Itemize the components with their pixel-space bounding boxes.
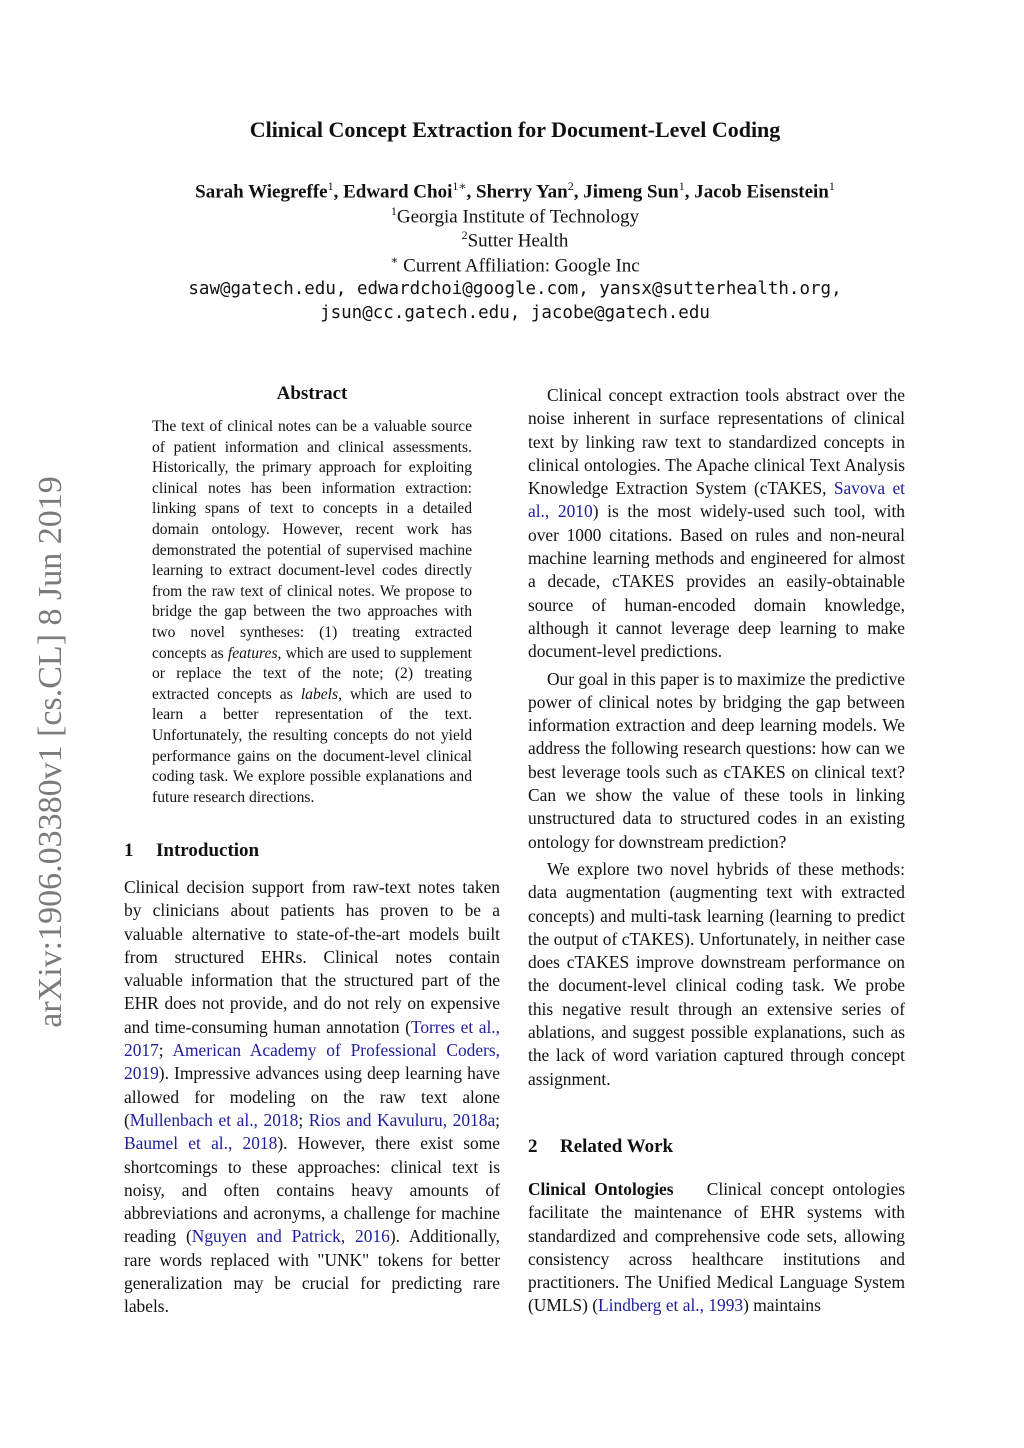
citation-link[interactable]: Baumel et al., 2018 bbox=[124, 1133, 278, 1154]
citation-link[interactable]: Torres et al., 2017 bbox=[124, 1016, 500, 1061]
body-text: Clinical decision support from raw-text notes taken by clinicians about patients has proven to be a valuable alternative to state-of-the-art models built from structured EHRs. Clinical notes contain valuable information that the structured part of the EHR does not provide, and do not rely on expensive and time-consuming human annotation ( bbox=[124, 877, 500, 1037]
section-heading-introduction bbox=[124, 840, 259, 862]
citation-link[interactable]: Lindberg et al., 1993 bbox=[598, 1295, 744, 1316]
body-text: ) is the most widely-used such tool, with over 1000 citations. Based on rules and non-neural machine learning methods and engineered for almost a decade, cTAKES provides an easily-obtainable source of human-encoded domain knowledge, although it cannot leverage deep learning to make document-level predictions. bbox=[528, 501, 906, 662]
email-line: jsun@cc.gatech.edu, jacobe@gatech.edu bbox=[320, 303, 710, 323]
author-name: Jimeng Sun bbox=[583, 181, 679, 203]
abstract-emphasis: labels bbox=[300, 685, 339, 703]
arxiv-identifier-text: arXiv:1906.03380v1 [cs.CL] 8 Jun 2019 bbox=[32, 476, 69, 1028]
body-text: ). However, there exist some shortcomings to these approaches: clinical text is noisy, and often contains heavy amounts of abbreviations and acronyms, a challenge for machine reading ( bbox=[124, 1133, 500, 1247]
citation-link[interactable]: Savova et al., 2010 bbox=[528, 478, 905, 522]
author-affiliation-mark: 1 bbox=[678, 179, 685, 193]
section-title: Related Work bbox=[560, 1136, 674, 1157]
author-affiliation-mark: 2 bbox=[567, 179, 574, 193]
abstract-text: , which are used to learn a better representation of the text. Unfortunately, the resulting concepts do not yield performance gains on the document-level clinical coding task. We explore possible explanations and future research directions. bbox=[152, 685, 472, 806]
author-list: Sarah Wiegreffe$^1$, Edward Choi$^{1∗}$, Sherry Yan$^2$, Jimeng Sun$^1$, Jacob Eisenstein$^1$ bbox=[195, 179, 835, 203]
affiliation-line bbox=[0, 228, 1024, 252]
paper-title: Clinical Concept Extraction for Document-Level Coding bbox=[249, 117, 781, 142]
abstract-text: , which are used to supplement or replace the text of the note; (2) treating extracted concepts as bbox=[152, 644, 473, 703]
citation-link[interactable]: Rios and Kavuluru, 2018a bbox=[308, 1109, 496, 1130]
body-text: ; bbox=[298, 1109, 309, 1130]
abstract-body bbox=[152, 417, 472, 808]
author-name: Edward Choi bbox=[343, 181, 453, 203]
paragraph bbox=[528, 384, 905, 664]
section-heading-related-work bbox=[528, 1136, 673, 1158]
body-text: ; bbox=[495, 1109, 501, 1130]
author-affiliation-mark: 1 bbox=[327, 179, 334, 193]
body-text: ) maintains bbox=[743, 1295, 821, 1316]
body-text: ). Additionally, rare words replaced with "UNK" tokens for better generalization may be crucial for predicting rare labels. bbox=[124, 1226, 500, 1317]
abstract-emphasis: features bbox=[227, 644, 278, 662]
paragraph-heading: Clinical Ontologies bbox=[528, 1179, 674, 1199]
citation-link[interactable]: Mullenbach et al., 2018 bbox=[129, 1109, 299, 1130]
affiliation-text: Georgia Institute of Technology bbox=[396, 206, 640, 228]
author-name: Sherry Yan bbox=[476, 181, 568, 203]
body-text: ; bbox=[158, 1040, 173, 1061]
affiliation-mark: 1 bbox=[390, 204, 397, 218]
abstract-heading: Abstract bbox=[276, 383, 348, 404]
section-number: 1 bbox=[124, 840, 134, 861]
affiliation-text: Sutter Health bbox=[467, 230, 569, 252]
author-name: Sarah Wiegreffe bbox=[195, 181, 328, 203]
arxiv-identifier bbox=[30, 462, 72, 1042]
citation-link[interactable]: Nguyen and Patrick, 2016 bbox=[191, 1226, 390, 1247]
abstract-text: The text of clinical notes can be a valuable source of patient information and clinical assessments. Historically, the primary approach for exploiting clinical notes has been information extraction: linking spans of text to concepts in a detailed domain ontology. However, recent work has demonstrated the potential of supervised machine learning to extract document-level codes directly from the raw text of clinical notes. We propose to bridge the gap between the two approaches with two novel syntheses: (1) treating extracted concepts as bbox=[152, 418, 472, 662]
right-column-body bbox=[528, 384, 905, 1091]
body-text: ). Impressive advances using deep learning have allowed for modeling on the raw text alone ( bbox=[124, 1063, 500, 1130]
section-title: Introduction bbox=[156, 840, 260, 861]
email-line: saw@gatech.edu, edwardchoi@google.com, yansx@sutterhealth.org, bbox=[188, 279, 842, 299]
affiliation-mark: 2 bbox=[461, 228, 468, 242]
body-text: Clinical concept ontologies facilitate the maintenance of EHR systems with standardized and comprehensive code sets, allowing consistency across healthcare institutions and practitioners. The Unified Medical Language System (UMLS) ( bbox=[528, 1179, 906, 1316]
affiliation-line bbox=[0, 204, 1024, 228]
introduction-body bbox=[124, 876, 500, 1319]
author-affiliation-mark: 1∗ bbox=[452, 179, 467, 193]
body-text: Clinical concept extraction tools abstract over the noise inherent in surface representations of clinical text by linking raw text to standardized concepts in clinical ontologies. The Apache clinical Text Analysis Knowledge Extraction System (cTAKES, bbox=[528, 385, 905, 499]
paragraph: We explore two novel hybrids of these methods: data augmentation (augmenting text with extracted concepts) and multi-task learning (learning to predict the output of cTAKES). Unfortunately, in neither case does cTAKES improve downstream performance on the document-level clinical coding task. We probe this negative result through an extensive series of ablations, and suggest possible explanations, such as the lack of word variation captured through concept assignment. bbox=[528, 858, 905, 1089]
affiliation-mark: ∗ bbox=[390, 253, 399, 267]
author-name: Jacob Eisenstein bbox=[694, 181, 829, 203]
citation-link[interactable]: American Academy of Professional Coders, 2019 bbox=[124, 1040, 500, 1084]
affiliation-line bbox=[0, 253, 1024, 277]
affiliation-text: Current Affiliation: Google Inc bbox=[398, 255, 640, 277]
author-affiliation-mark: 1 bbox=[828, 179, 835, 193]
section-number: 2 bbox=[528, 1136, 538, 1157]
related-work-body bbox=[528, 1178, 905, 1318]
paragraph: Our goal in this paper is to maximize the predictive power of clinical notes by bridging the gap between information extraction and deep learning models. We address the following research questions: how can we best leverage tools such as cTAKES on clinical text? Can we show the value of these tools in linking unstructured data to structured codes in an existing ontology for downstream prediction? bbox=[528, 668, 905, 852]
